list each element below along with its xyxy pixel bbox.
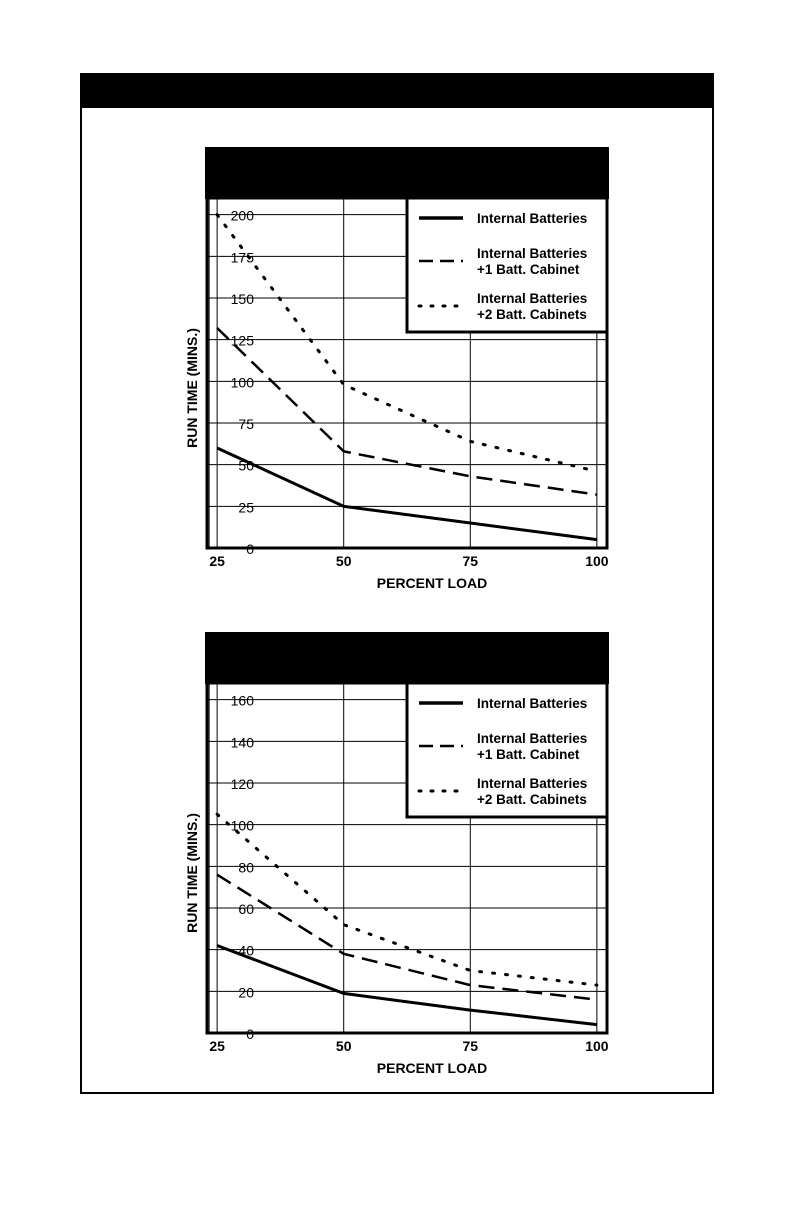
runtime-chart-2-svg xyxy=(160,625,620,1080)
chart2-legend-label-2: +2 Batt. Cabinets xyxy=(477,792,587,807)
chart2-x-tick-label: 100 xyxy=(585,1038,609,1054)
chart2-x-axis-label: PERCENT LOAD xyxy=(376,1060,488,1076)
chart2-y-tick-label: 140 xyxy=(230,734,254,751)
chart1-y-tick-label: 150 xyxy=(230,291,254,307)
chart2-x-tick-label: 25 xyxy=(209,1038,225,1054)
chart2-legend-label-1: +1 Batt. Cabinet xyxy=(477,747,580,762)
chart2-y-tick-label: 0 xyxy=(246,1026,254,1042)
chart2-y-tick-label: 160 xyxy=(230,692,254,709)
chart1-legend-label-1: Internal Batteries xyxy=(477,246,588,261)
chart1-y-tick-label: 200 xyxy=(230,207,254,224)
chart1-legend-label-0: Internal Batteries xyxy=(477,211,588,226)
chart2-x-tick-label: 50 xyxy=(335,1038,352,1054)
chart1-y-tick-label: 125 xyxy=(230,332,254,349)
chart1-y-tick-label: 25 xyxy=(238,499,254,516)
chart1-legend-label-2: +2 Batt. Cabinets xyxy=(477,307,587,322)
runtime-chart-1 xyxy=(160,140,620,600)
chart1-x-axis-label: PERCENT LOAD xyxy=(376,575,488,591)
chart1-y-tick-label: 0 xyxy=(246,541,254,557)
chart2-y-tick-label: 40 xyxy=(238,942,254,959)
chart1-y-tick-label: 100 xyxy=(230,374,254,391)
chart1-header-bar xyxy=(205,147,609,199)
chart1-y-tick-label: 50 xyxy=(238,457,254,474)
chart1-x-tick-label: 75 xyxy=(462,553,479,569)
chart1-legend-label-2: Internal Batteries xyxy=(477,291,588,306)
chart2-y-tick-label: 20 xyxy=(238,984,254,1001)
chart1-y-tick-label: 175 xyxy=(230,249,254,266)
chart2-y-tick-label: 100 xyxy=(230,817,254,834)
chart1-legend-label-1: +1 Batt. Cabinet xyxy=(477,262,580,277)
chart1-y-tick-label: 75 xyxy=(238,416,254,432)
chart2-y-axis-label: RUN TIME (MINS.) xyxy=(184,813,200,933)
chart2-y-tick-label: 60 xyxy=(238,901,254,917)
chart2-legend-label-0: Internal Batteries xyxy=(477,696,588,711)
chart2-x-tick-label: 75 xyxy=(462,1038,479,1054)
chart1-x-tick-label: 100 xyxy=(585,553,609,569)
chart2-legend-label-2: Internal Batteries xyxy=(477,776,588,791)
runtime-chart-2 xyxy=(160,625,620,1080)
page-header-bar xyxy=(80,73,714,108)
chart2-y-tick-label: 120 xyxy=(230,776,254,792)
chart2-header-bar xyxy=(205,632,609,684)
chart1-y-axis-label: RUN TIME (MINS.) xyxy=(184,328,200,448)
chart1-x-tick-label: 50 xyxy=(335,553,352,569)
runtime-chart-1-svg xyxy=(160,140,620,600)
chart2-y-tick-label: 80 xyxy=(238,859,254,876)
chart1-x-tick-label: 25 xyxy=(209,553,225,569)
chart2-legend-label-1: Internal Batteries xyxy=(477,731,588,746)
